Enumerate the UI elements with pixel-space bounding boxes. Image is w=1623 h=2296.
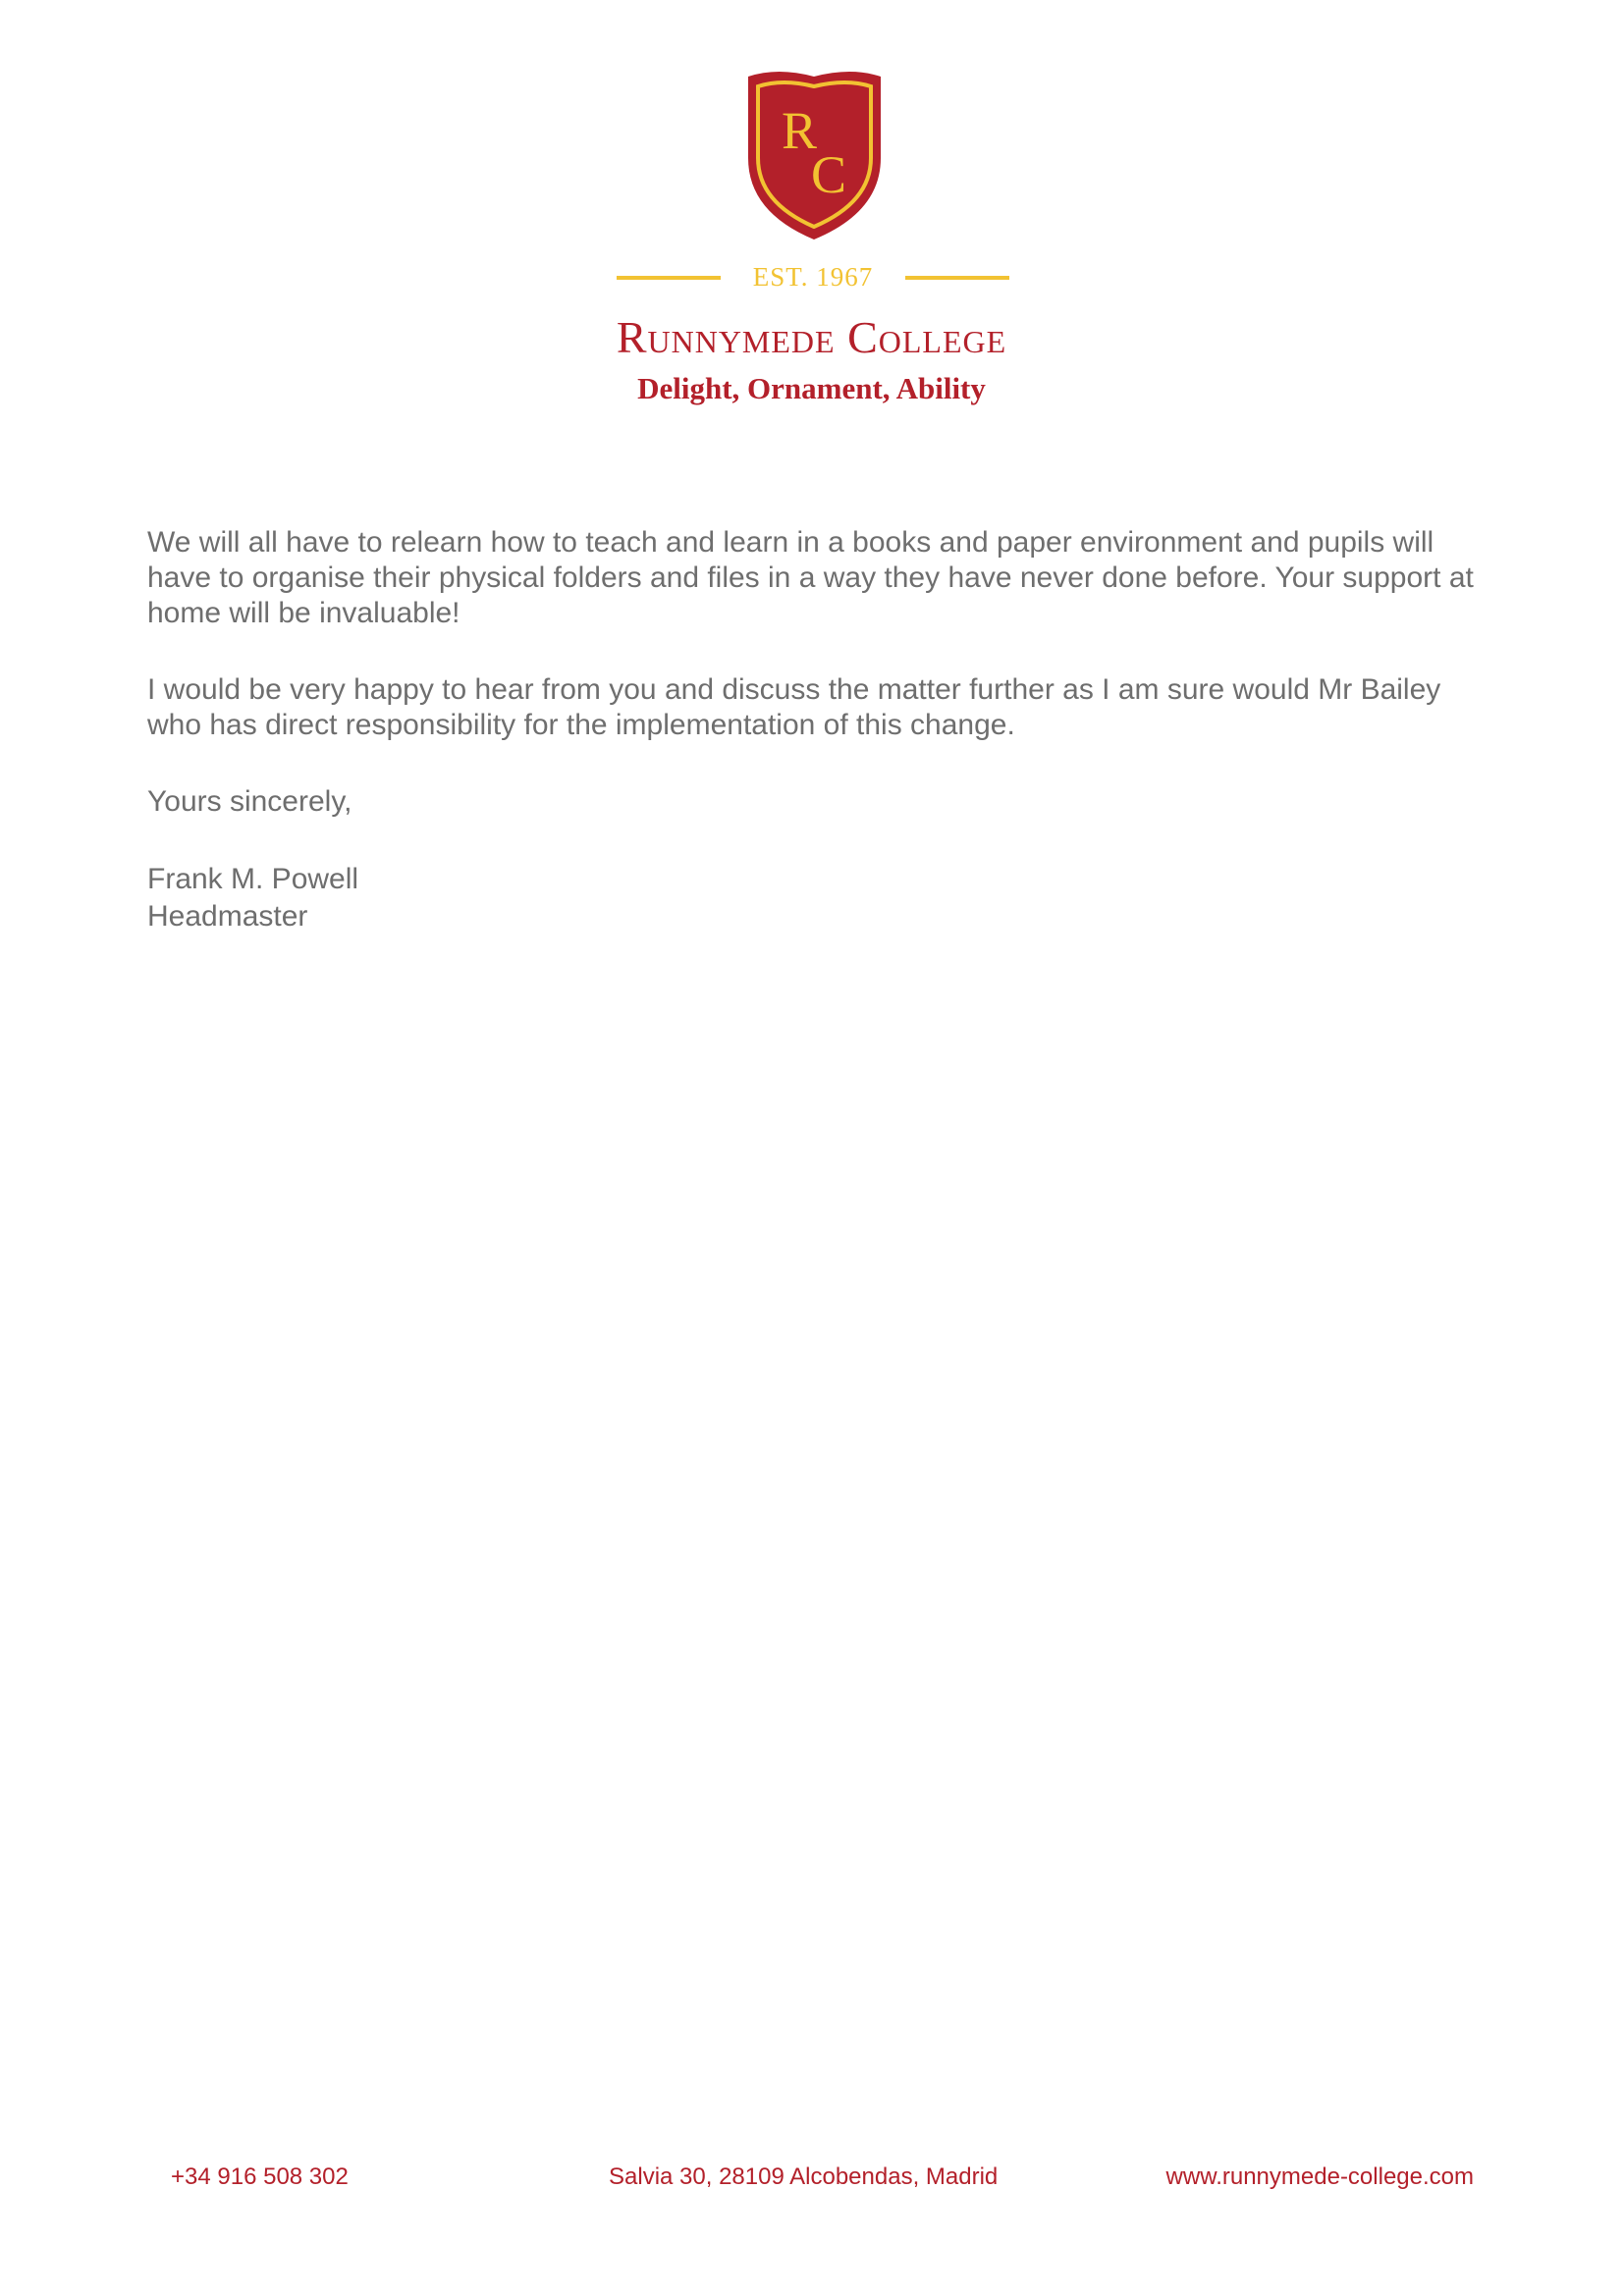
footer <box>0 2158 1623 2197</box>
body-paragraph: We will all have to relearn how to teach and learn in a books and paper environment and pupils will have to organise their physical folders and files in a way they have never done before. Your support at home will be invaluable! <box>147 526 1474 629</box>
letterhead <box>0 0 1623 432</box>
signature-block <box>147 861 1483 935</box>
established-year: EST. 1967 <box>752 262 874 292</box>
footer-address: Salvia 30, 28109 Alcobendas, Madrid <box>609 2163 999 2190</box>
body-paragraph: I would be very happy to hear from you and discuss the matter further as I am sure would Mr Bailey who has direct responsibility for the implementation of this change. <box>147 673 1441 741</box>
signatory-name: Frank M. Powell <box>147 863 359 895</box>
signatory-title: Headmaster <box>147 900 308 933</box>
college-name: Runnymede College <box>616 312 1007 362</box>
divider-line <box>617 276 721 280</box>
closing-salutation: Yours sincerely, <box>147 785 352 818</box>
college-motto: Delight, Ornament, Ability <box>637 371 986 405</box>
letter-body <box>147 525 1483 935</box>
footer-website-link[interactable]: www.runnymede-college.com <box>1165 2163 1474 2190</box>
shield-crest-icon <box>738 65 891 246</box>
footer-phone: +34 916 508 302 <box>171 2163 349 2190</box>
established-row <box>0 257 1623 296</box>
svg-text:C: C <box>810 145 847 204</box>
svg-text:R: R <box>781 101 818 160</box>
divider-line <box>905 276 1009 280</box>
